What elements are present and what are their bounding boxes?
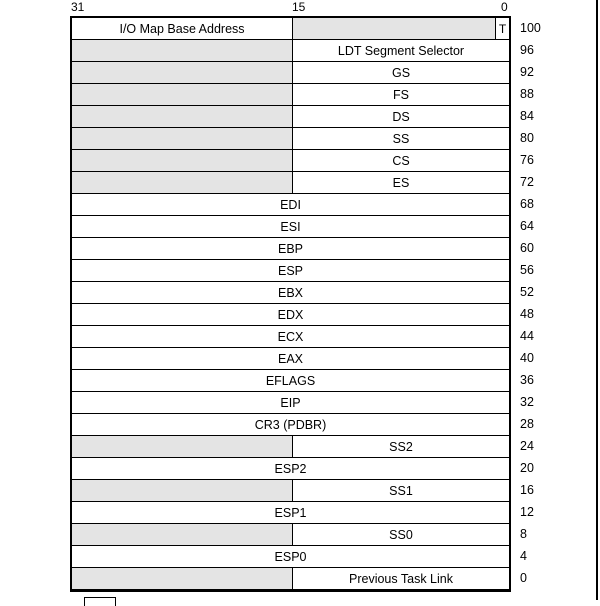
offset-label: 20 xyxy=(520,461,534,475)
tss-row xyxy=(72,282,509,304)
tss-layout-table xyxy=(70,16,511,592)
tss-row xyxy=(72,348,509,370)
field-32bit: EBX xyxy=(277,285,303,300)
tss-row xyxy=(72,568,509,589)
offset-label: 4 xyxy=(520,549,527,563)
offset-label: 56 xyxy=(520,263,534,277)
offset-label: 100 xyxy=(520,21,541,35)
offset-label: 24 xyxy=(520,439,534,453)
field-32bit: CR3 (PDBR) xyxy=(254,417,327,432)
offset-label: 28 xyxy=(520,417,534,431)
offset-label: 76 xyxy=(520,153,534,167)
tss-row xyxy=(72,150,509,172)
tss-row xyxy=(72,326,509,348)
field-32bit: EDX xyxy=(277,307,304,322)
reserved-field xyxy=(72,128,293,149)
field-32bit: EDI xyxy=(280,197,301,212)
offset-label: 92 xyxy=(520,65,534,79)
tss-row xyxy=(72,18,509,40)
tss-row xyxy=(72,62,509,84)
offset-label: 68 xyxy=(520,197,534,211)
frame-border xyxy=(596,0,598,600)
reserved-field xyxy=(72,172,293,193)
tss-row xyxy=(72,238,509,260)
field-32bit: ESP2 xyxy=(274,461,307,476)
offset-label: 64 xyxy=(520,219,534,233)
offset-label: 60 xyxy=(520,241,534,255)
offset-label: 8 xyxy=(520,527,527,541)
offset-label: 48 xyxy=(520,307,534,321)
field-low-word: Previous Task Link xyxy=(349,571,453,586)
offset-label: 84 xyxy=(520,109,534,123)
offset-label: 0 xyxy=(520,571,527,585)
tss-row xyxy=(72,436,509,458)
reserved-field xyxy=(72,568,293,589)
offset-label: 36 xyxy=(520,373,534,387)
tss-row xyxy=(72,524,509,546)
legend-reserved-swatch xyxy=(84,597,116,606)
field-high-word: I/O Map Base Address xyxy=(72,18,293,39)
offset-label: 80 xyxy=(520,131,534,145)
field-low-word: SS2 xyxy=(389,439,413,454)
offset-label: 44 xyxy=(520,329,534,343)
tss-row xyxy=(72,106,509,128)
offset-label: 88 xyxy=(520,87,534,101)
field-32bit: EFLAGS xyxy=(265,373,316,388)
tss-row xyxy=(72,260,509,282)
field-low-word: SS0 xyxy=(389,527,413,542)
tss-row xyxy=(72,84,509,106)
tss-row xyxy=(72,392,509,414)
field-32bit: ECX xyxy=(277,329,304,344)
tss-row xyxy=(72,370,509,392)
field-32bit: EAX xyxy=(277,351,303,366)
tss-row xyxy=(72,172,509,194)
tss-row xyxy=(72,194,509,216)
reserved-field xyxy=(293,18,495,39)
offset-label: 40 xyxy=(520,351,534,365)
bit-label-0: 0 xyxy=(501,0,508,14)
field-low-word: SS xyxy=(392,131,410,146)
tss-row xyxy=(72,502,509,524)
reserved-field xyxy=(72,480,293,501)
tss-row xyxy=(72,216,509,238)
reserved-field xyxy=(72,524,293,545)
tss-row xyxy=(72,304,509,326)
field-32bit: ESI xyxy=(280,219,301,234)
field-low-word: CS xyxy=(392,153,410,168)
offset-label: 96 xyxy=(520,43,534,57)
offset-label: 72 xyxy=(520,175,534,189)
field-low-word: SS1 xyxy=(389,483,413,498)
field-low-word: ES xyxy=(392,175,410,190)
bit-label-31: 31 xyxy=(71,0,85,14)
field-32bit: ESP xyxy=(277,263,303,278)
tss-row xyxy=(72,546,509,568)
tss-row xyxy=(72,40,509,62)
field-low-word: GS xyxy=(391,65,411,80)
field-32bit: ESP1 xyxy=(274,505,307,520)
reserved-field xyxy=(72,106,293,127)
offset-label: 16 xyxy=(520,483,534,497)
offset-label: 32 xyxy=(520,395,534,409)
bit-label-15: 15 xyxy=(292,0,306,14)
reserved-field xyxy=(72,436,293,457)
field-low-word: DS xyxy=(392,109,410,124)
offset-label: 12 xyxy=(520,505,534,519)
field-32bit: EIP xyxy=(280,395,301,410)
reserved-field xyxy=(72,62,293,83)
tss-row xyxy=(72,458,509,480)
reserved-field xyxy=(72,84,293,105)
offset-label: 52 xyxy=(520,285,534,299)
tss-row xyxy=(72,414,509,436)
field-low-word: LDT Segment Selector xyxy=(337,43,465,58)
tss-row xyxy=(72,128,509,150)
reserved-field xyxy=(72,150,293,171)
field-t-bit: T xyxy=(495,18,509,39)
reserved-field xyxy=(72,40,293,61)
field-32bit: ESP0 xyxy=(274,549,307,564)
tss-row xyxy=(72,480,509,502)
field-32bit: EBP xyxy=(277,241,303,256)
field-low-word: FS xyxy=(393,87,409,102)
